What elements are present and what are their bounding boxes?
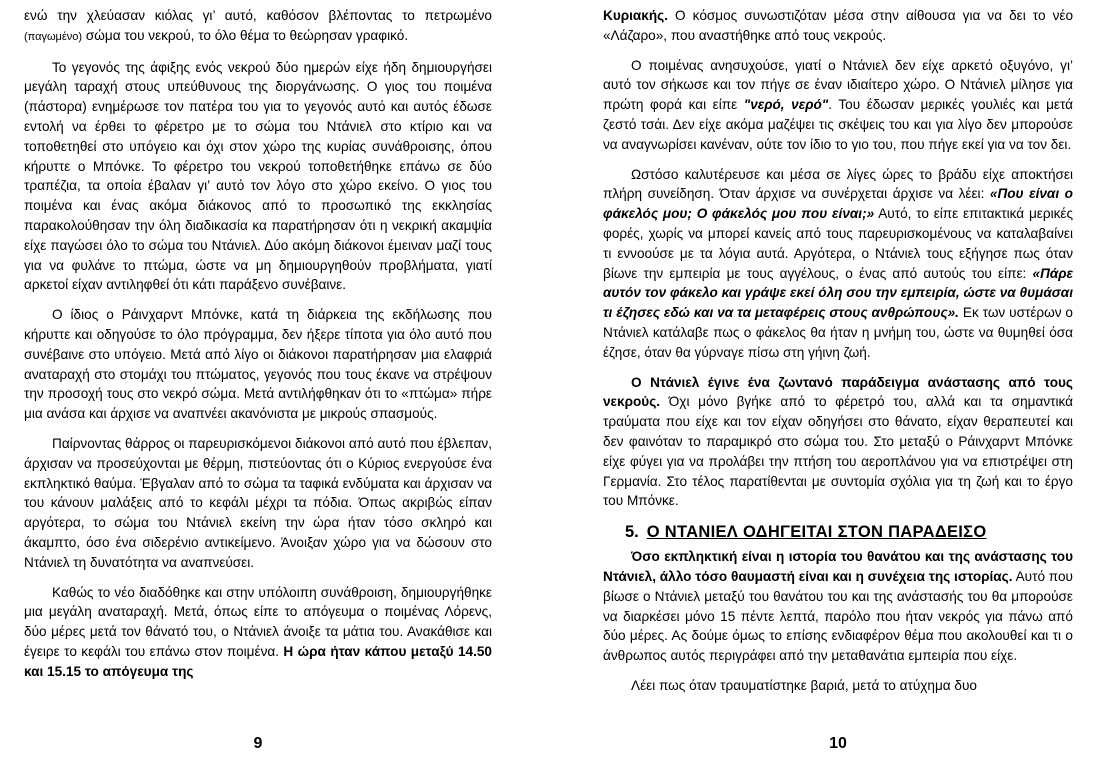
paragraph (603, 676, 1073, 696)
text-bold: Ο Ντάνιελ έγινε ένα ζωντανό παράδειγμα ανάστασης από τους νεκρούς. (603, 374, 1073, 410)
right-page (603, 0, 1073, 758)
paragraph (603, 165, 1073, 363)
right-page-paragraphs-before (603, 6, 1073, 511)
text-run: Ωστόσο καλυτέρευσε και μέσα σε λίγες ώρες το βράδυ είχε αποκτήσει πλήρη συνείδηση. Όταν άρχισε να συνέρχεται άρχισε να λέει: (603, 166, 1073, 202)
left-page-body (24, 6, 492, 692)
text-run: Εκ των υστέρων ο Ντάνιελ κατάλαβε πως ο φάκελος θα ήταν η μνήμη του, ώστε να θυμηθεί όσα έζησε, όταν θα γύρναγε πίσω στη γήινη ζωή. (603, 305, 1073, 360)
text-run: ενώ την χλεύασαν κιόλας γι’ αυτό, καθόσον βλέποντας το πετρωμένο (24, 8, 492, 23)
paragraph (603, 547, 1073, 666)
text-bold-italic: "νερό, νερό" (743, 97, 829, 113)
chapter-heading (603, 521, 1073, 543)
left-page (24, 0, 492, 758)
text-run: Ο ίδιος ο Ράινχαρντ Μπόνκε, κατά τη διάρκεια της εκδήλωσης που κήρυττε και οδηγούσε το όλο πρόγραμμα, δεν ήξερε τίποτα για όλο αυτό που συνέβαινε στο υπόγειο. Μετά από λίγο οι διάκονοι παρατήρησαν μια ελαφριά αναταραχή στο στομάχι του πτώματος, γεγονός που τους έκανε να στρέψουν την προσοχή τους στο νεκρό σώμα. Μετά αντιλήφθηκαν ότι το «πτώμα» πήρε μια ανάσα και άρχισε να αναπνέει ακανόνιστα με μικρούς σπασμούς. (24, 307, 492, 422)
paragraph (24, 305, 492, 424)
text-run: Το γεγονός της άφιξης ενός νεκρού δύο ημερών είχε ήδη δημιουργήσει μεγάλη ταραχή στους υπεύθυνους της διοργάνωσης. Ο γιος του ποιμένα (πάστορα) ενημέρωσε τον πατέρα του για το γεγονός αυτό και αυτός έδωσε εντολή να έρθει το φέρετρο με το σώμα του Ντάνιελ στο κτίριο και να τοποθετηθεί στο υπόγειο και όχι στον χώρο της κυρίας συνάθροισης, όπου κήρυττε ο Μπόνκε. Το φέρετρο του νεκρού τοποθετήθηκε επάνω σε δύο τραπέζια, τα οποία έβαλαν γι’ αυτό τον λόγο στο χώρο εκείνο. Ο γιος του ποιμένα και ένας ακόμα διάκονος από το προσωπικό της εκκλησίας παρακολούθησαν την όλη διαδικασία κα παρατήρησαν ότι η νεκρική ακαμψία είχε παγώσει όλο το σώμα του Ντάνιελ. Δύο ακόμη διάκονοι έμειναν μαζί τους για να φυλάνε το πτώμα, ώστε να μη δημιουργηθούν προβλήματα, γιατί αρκετοί είχαν αντιληφθεί ότι κάτι παράξενο συνέβαινε. (24, 59, 492, 293)
text-run: Λέει πως όταν τραυματίστηκε βαριά, μετά το ατύχημα δυο (631, 677, 977, 693)
text-bold-italic: «Πάρε αυτόν τον φάκελο και γράψε εκεί όλη σου την εμπειρία, ώστε να θυμάσαι τι έζησες εδώ και να τα μεταφέρεις στους ανθρώπους». (603, 265, 1073, 321)
text-run: Παίρνοντας θάρρος οι παρευρισκόμενοι διάκονοι από αυτό που έβλεπαν, άρχισαν να προσεύχονται με θέρμη, πιστεύοντας ότι ο Κύριος ενεργούσε ένα εκπληκτικό θαύμα. Έβγαλαν από το σώμα τα ταφικά ενδύματα και άρχισαν να του κάνουν μαλάξεις από το κεφάλι μέχρι τα πόδια. Όπως ακριβώς είπαν αργότερα, το σώμα του Ντάνιελ εκείνη την ώρα ήταν τόσο σκληρό και άκαμπτο, όσο ένα σιδερένιο αντικείμενο. Άνοιξαν χώρο για να δώσουν στο Ντάνιελ τη δυνατότητα να αναπνεύσει. (24, 435, 492, 570)
text-bold-italic: «Που είναι ο φάκελός μου; Ο φάκελός μου που είναι;» (603, 186, 1073, 222)
right-page-paragraphs-after (603, 547, 1073, 696)
chapter-title: Ο ΝΤΑΝΙΕΛ ΟΔΗΓΕΙΤΑΙ ΣΤΟΝ ΠΑΡΑΔΕΙΣΟ (646, 523, 987, 542)
text-run: . Του έδωσαν μερικές γουλιές και μετά ζεστό τσάι. Δεν είχε ακόμα μαζέψει τις σκέψεις του και για λίγο δεν μπορούσε να αναγνωρίσει κανέναν, ούτε τον ίδιο το γιο του, που πήγε εκεί για να τον δει. (603, 97, 1073, 152)
paragraph (24, 58, 492, 296)
text-small: (παγωμένο) (24, 30, 83, 43)
chapter-number: 5. (625, 523, 639, 542)
text-bold: Κυριακής. (603, 8, 669, 23)
right-page-body (603, 6, 1073, 706)
paragraph (603, 6, 1073, 46)
paragraph (24, 583, 492, 682)
paragraph (603, 373, 1073, 512)
page-number: 9 (253, 735, 263, 752)
text-run: Αυτό που βίωσε ο Ντάνιελ μεταξύ του θανάτου του και της ανάστασής του θα μπορούσε να διαρκέσει μόνο 15 πέντε λεπτά, παρόλο που ήταν νεκρός για πάνω από δύο μέρες. Ας δούμε όμως το επίσης ενδιαφέρον θέμα που ακολουθεί και τι ο άνθρωπος αυτός περιγράφει από την μεταθανάτια εμπειρία που είχε. (603, 568, 1073, 664)
paragraph (24, 6, 492, 48)
paragraph (24, 434, 492, 573)
text-bold: Η ώρα ήταν κάπου μεταξύ 14.50 και 15.15 το απόγευμα της (24, 643, 492, 679)
page-number: 10 (829, 735, 847, 752)
text-bold: Όσο εκπληκτική είναι η ιστορία του θανάτου και της ανάστασης του Ντάνιελ, άλλο τόσο θαυμαστή είναι και η συνέχεια της ιστορίας. (603, 549, 1073, 584)
text-run: Ο κόσμος συνωστιζόταν μέσα στην αίθουσα για να δει το νέο «Λάζαρο», που αναστήθηκε από τους νεκρούς. (603, 8, 1073, 43)
text-run: Όχι μόνο βγήκε από το φέρετρό του, αλλά και τα σημαντικά τραύματα που είχε και τον είχαν οδηγήσει στο θάνατο, είχαν θεραπευτεί και δεν φαινόταν το παραμικρό στο σώμα του. Στο μεταξύ ο Ράινχαρντ Μπόνκε είχε φύγει για να προλάβει την πτήση του αεροπλάνου για να επιστρέψει στη Γερμανία. Στο τέλος παρατίθενται με συντομία σχόλια για τη ζωή και το έργο του Μπόνκε. (603, 394, 1073, 509)
text-run: Καθώς το νέο διαδόθηκε και στην υπόλοιπη συνάθροιση, δημιουργήθηκε μια μεγάλη αναταραχή. Μετά, όπως είπε το απόγευμα ο ποιμένας Λόρενς, δύο μέρες μετά τον θάνατό του, ο Ντάνιελ άνοιξε τα μάτια του. Ανακάθισε και έγειρε το κεφάλι του επάνω στον ποιμένα. (24, 584, 492, 659)
text-run: Ο ποιμένας ανησυχούσε, γιατί ο Ντάνιελ δεν είχε αρκετό οξυγόνο, γι’ αυτό τον σήκωσε και τον πήγε σε έναν ιδιαίτερο χώρο. Ο Ντάνιελ μίλησε για πρώτη φορά και είπε (603, 57, 1073, 113)
paragraph (603, 56, 1073, 155)
text-run: σώμα του νεκρού, το όλο θέμα το θεώρησαν γραφικό. (82, 27, 409, 43)
text-run: Αυτό, το είπε επιτακτικά μερικές φορές, χωρίς να μπορεί κανείς από τους παρευρισκομένους να καταλαβαίνει τι εννοούσε με τα λόγια αυτά. Αργότερα, ο Ντάνιελ τους εξήγησε πως όταν βίωνε την εμπειρία με τους αγγέλους, ο ένας από αυτούς του είπε: (603, 206, 1073, 281)
